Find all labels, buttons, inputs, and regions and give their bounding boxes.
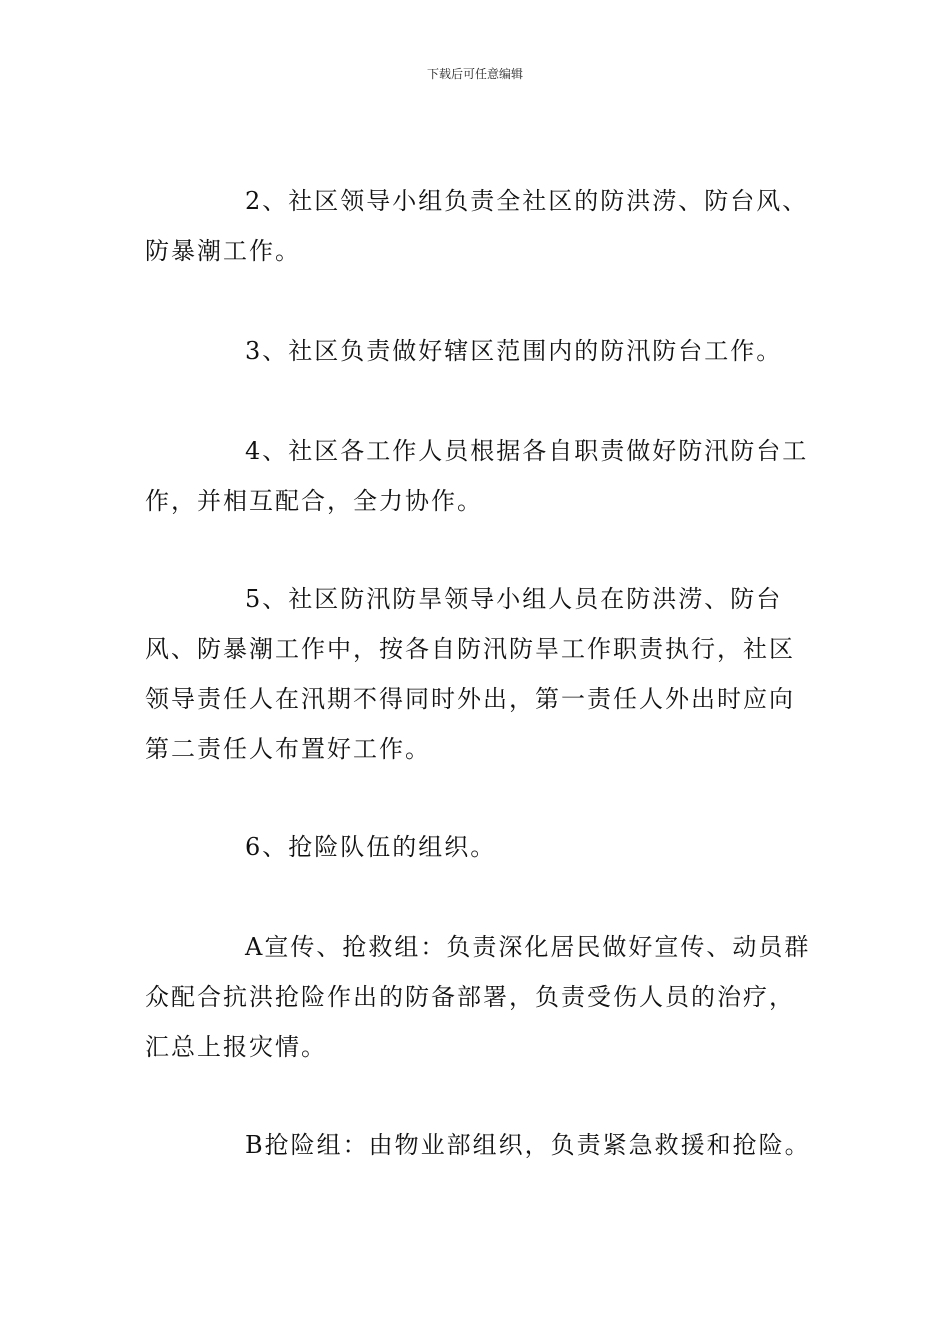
paragraph-item-a: A宣传、抢救组：负责深化居民做好宣传、动员群众配合抗洪抢险作出的防备部署，负责受伤人员的治疗，汇总上报灾情。	[145, 933, 811, 1061]
paragraph-item-3: 3、社区负责做好辖区范围内的防汛防台工作。	[245, 337, 783, 365]
paragraph-item-2: 2、社区领导小组负责全社区的防洪涝、防台风、防暴潮工作。	[145, 187, 809, 265]
paragraph-item-b: B抢险组：由物业部组织，负责紧急救援和抢险。	[245, 1131, 811, 1159]
paragraph-item-4: 4、社区各工作人员根据各自职责做好防汛防台工作，并相互配合，全力协作。	[145, 437, 809, 515]
paragraph-item-5: 5、社区防汛防旱领导小组人员在防洪涝、防台风、防暴潮工作中，按各自防汛防旱工作职责执行，社区领导责任人在汛期不得同时外出，第一责任人外出时应向第二责任人布置好工作。	[145, 585, 795, 763]
page-header: 下载后可任意编辑	[426, 67, 523, 81]
paragraph-item-6: 6、抢险队伍的组织。	[245, 833, 497, 861]
